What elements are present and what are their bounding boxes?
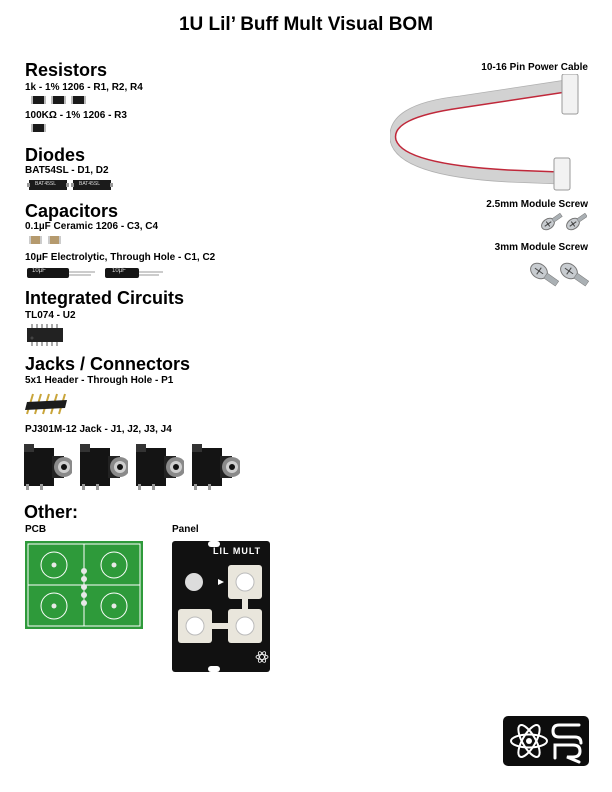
header-label: 5x1 Header - Through Hole - P1 [25,375,174,386]
ic-label: TL074 - U2 [25,310,76,321]
resistors-heading: Resistors [25,60,108,80]
smd-resistor [71,96,86,104]
other-heading: Other: [24,502,78,522]
jacks-heading: Jacks / Connectors [25,354,191,374]
electrolytic-marking-1: 10µF [32,268,46,274]
electrolytic-cap-label: 10µF Electrolytic, Through Hole - C1, C2 [25,252,216,263]
diodes-heading: Diodes [25,145,86,165]
pcb-image [25,541,143,629]
resistor-100k-image [31,123,47,133]
brand-logo [503,716,589,766]
jack-image-4 [190,442,240,490]
screw-25-label: 2.5mm Module Screw [486,199,588,210]
screw-3-label: 3mm Module Screw [494,242,588,253]
screw-3-image [526,258,590,290]
diode-marking-2: BAT45SL [79,181,101,187]
panel-label: Panel [172,524,199,535]
page-title: 1U Lil’ Buff Mult Visual BOM [178,14,434,35]
capacitors-heading: Capacitors [25,201,119,221]
smd-resistor [31,96,46,104]
ics-heading: Integrated Circuits [25,288,185,308]
resistor-100k-label: 100KΩ - 1% 1206 - R3 [25,110,127,121]
ceramic-cap-label: 0.1µF Ceramic 1206 - C3, C4 [25,221,159,232]
power-cable-image [390,74,590,192]
ceramic-cap-image [29,235,65,245]
ic-image [25,324,65,346]
jack-image-2 [78,442,128,490]
screw-25-image [537,212,587,238]
power-cable-label: 10-16 Pin Power Cable [481,62,588,73]
panel-image [172,541,270,672]
pcb-label: PCB [25,524,47,535]
electrolytic-marking-2: 10µF [112,268,126,274]
resistor-1k-image [31,95,87,105]
jack-label: PJ301M-12 Jack - J1, J2, J3, J4 [25,424,172,435]
smd-resistor [51,96,66,104]
panel-text: LIL MULT [213,546,262,556]
jack-image-3 [134,442,184,490]
diode-marking-1: BAT45SL [35,181,57,187]
diode-label: BAT54SL - D1, D2 [25,165,109,176]
jack-image-1 [22,442,72,490]
resistor-1k-label: 1k - 1% 1206 - R1, R2, R4 [25,82,143,93]
header-image [25,390,71,418]
